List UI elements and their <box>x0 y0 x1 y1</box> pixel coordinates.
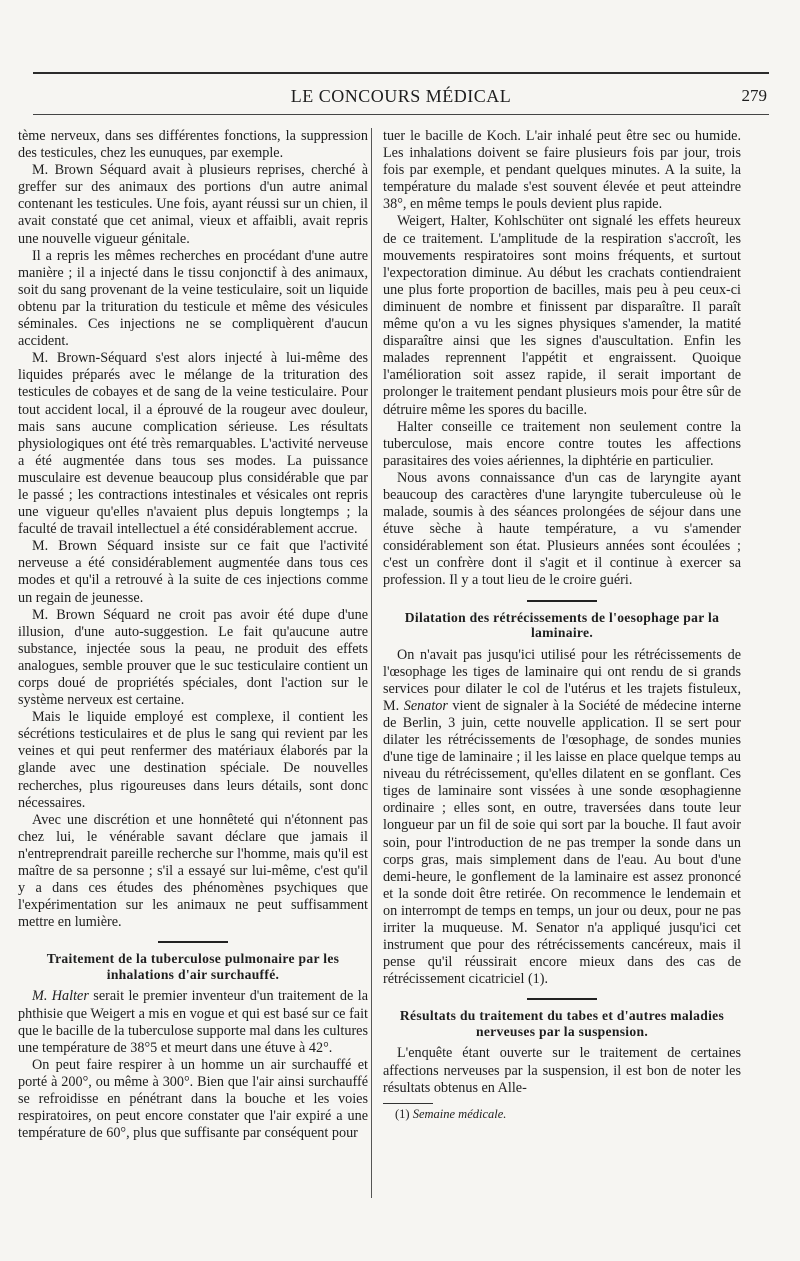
paragraph: Nous avons connaissance d'un cas de laryngite ayant beaucoup des caractères d'une laryngite tuberculeuse où le malade, soumis à des séances prolongées de séjour dans une étuve sèche à haute température, a vu s'amender considérablement son état. Plusieurs années sont écoulées ; c'est un confrère dont il s'agit et il continue à exercer sa profession. Il y a tout lieu de le croire guéri. <box>383 469 741 589</box>
header-rule <box>33 114 769 115</box>
paragraph <box>18 988 368 1056</box>
section-divider <box>527 998 597 1000</box>
footnote-rule <box>383 1103 433 1104</box>
paragraph-text: On n'avait pas jusqu'ici utilisé pour les rétrécissements de l'œsophage les tiges de laminaire qui ont rendu de si grands services pour dilater le col de l'utérus et les trajets fistuleux, M. <box>383 646 741 714</box>
paragraph: tuer le bacille de Koch. L'air inhalé peut être sec ou humide. Les inhalations doivent se faire plusieurs fois par jour, trois fois par exemple, et pendant quelques minutes. A la suite, la température du malade s'est souvent élevée et peut atteindre 38°, en même temps le pouls devient plus rapide. <box>383 128 741 213</box>
paragraph: Il a repris les mêmes recherches en procédant d'une autre manière ; il a injecté dans le tissu conjonctif à des animaux, soit du sang provenant de la veine testiculaire, soit un liquide obtenu par la trituration du testicule et même des vésicules séminales. Ces injections ne se compliquèrent d'aucun accident. <box>18 247 368 350</box>
paragraph: M. Brown Séquard avait à plusieurs reprises, cherché à greffer sur des animaux des portions d'un autre animal contenant les testicules. Une fois, ayant réussi sur un chien, il avait constaté que cet animal, vieux et affaibli, avait repris une nouvelle vigueur génitale. <box>18 162 368 247</box>
paragraph: M. Brown-Séquard s'est alors injecté à lui-même des liquides préparés avec le mélange de la trituration des testicules de cobayes et de sang de la veine testiculaire. Pour tout accident local, il a éprouvé de la rougeur avec douleur, mais sans aucune complication sérieuse. Les résultats physiologiques ont été très remarquables. L'activité nerveuse a été augmentée dans tous ses modes. La puissance musculaire est devenue beaucoup plus considérable que par le passé ; les contractions intestinales et vésicales ont repris une vigueur qu'elles n'avaient plus depuis longtemps ; la faculté de travail intellectuel a été considérablement accrue. <box>18 350 368 538</box>
section-title-laminaire: Dilatation des rétrécissements de l'oesophage par la laminaire. <box>404 609 720 641</box>
author-name: Senator <box>403 697 448 714</box>
paragraph: Mais le liquide employé est complexe, il contient les sécrétions testiculaires et de plus le sang qui revient par les veines et qui peut renfermer des matériaux élaborés par la glande avec une destination spéciale. De nouvelles recherches, plus rigoureuses dans leurs détails, sont donc nécessaires. <box>18 709 368 811</box>
paragraph: M. Brown Séquard insiste sur ce fait que l'activité nerveuse a été considérablement augmentée dans tous ces modes et qu'il a retrouvé à la suite de ces injections comme un regain de jeunesse. <box>18 538 368 606</box>
section-title-tuberculose: Traitement de la tuberculose pulmonaire par les inhalations d'air surchauffé. <box>46 951 340 982</box>
paragraph <box>383 647 741 989</box>
paragraph: Avec une discrétion et une honnêteté qui n'étonnent pas chez lui, le vénérable savant déclare que jamais il n'entreprendrait pareille recherche sur l'homme, mais qu'il est maître de sa personne ; s'il a essayé sur lui-même, c'est qu'il y a dans ces études des phénomènes psychiques que l'expérimentation sur les animaux ne peut suffisamment mettre en lumière. <box>18 811 368 931</box>
footnote-text: Semaine médicale. <box>412 1106 507 1121</box>
paragraph: L'enquête étant ouverte sur le traitement de certaines affections nerveuses par la suspension, il est bon de noter les résultats obtenus en Alle- <box>383 1045 741 1096</box>
top-rule <box>33 72 769 74</box>
page-number: 279 <box>741 86 767 105</box>
paragraph-text: serait le premier inventeur d'un traitement de la phthisie que Weigert a mis en vogue et qui est basé sur ce fait que le bacille de la tuberculose supporte mal dans les cultures une température de 38°5 et meurt dans une étuve à 42°. <box>18 988 368 1056</box>
journal-title: LE CONCOURS MÉDICAL <box>290 86 512 106</box>
section-title-tabes: Résultats du traitement du tabes et d'autres maladies nerveuses par la suspension. <box>399 1008 725 1039</box>
right-column <box>383 128 741 1122</box>
paragraph: Halter conseille ce traitement non seulement contre la tuberculose, mais encore contre toutes les affections parasitaires des voies aériennes, la diphtérie en particulier. <box>383 418 741 469</box>
section-divider <box>527 600 597 602</box>
author-name: M. Halter <box>32 988 89 1005</box>
footnote-number: (1) <box>395 1106 413 1121</box>
page-header <box>33 86 769 110</box>
footnote <box>383 1107 741 1122</box>
paragraph: Weigert, Halter, Kohlschüter ont signalé les effets heureux de ce traitement. L'amplitude de la respiration s'accroît, les mouvements respiratoires sont moins fréquents, et surtout l'expectoration diminue. Au début les crachats contiendraient une plus forte proportion de bacilles, mais peu à peu ceux-ci diminuent de nombre et finissent par disparaître. Il paraît même qu'on a vu les signes physiques s'amender, la matité disparaître ainsi que les signes d'auscultation. Enfin les malades reprennent l'appétit et engraissent. Quoique l'amélioration soit assez rapide, il serait important de prolonger le traitement pendant plusieurs mois pour être sûr de détruire même les spores du bacille. <box>383 213 741 418</box>
left-column <box>18 128 368 1142</box>
column-divider <box>371 128 372 1198</box>
paragraph: On peut faire respirer à un homme un air surchauffé et porté à 200°, ou même à 300°. Bien que l'air ainsi surchauffé se refroidisse en pénétrant dans la bouche et les voies respiratoires, on peut encore constater que l'air expiré a une température de 60°, plus que suffisante par conséquent pour <box>18 1056 368 1142</box>
paragraph-text: vient de signaler à la Société de médecine interne de Berlin, 3 juin, cette nouvelle application. Il se sert pour dilater les rétrécissements de l'œsophage, de sondes munies d'une tige de laminaire ; il les laisse en place quelque temps au niveau du rétrécissement, qu'elles dilatent en se gonflant. Ces tiges de laminaire sont vissées à une sonde œsophagienne ordinaire ; elles sont, en outre, traversées dans toute leur longueur par un fil de soie qui sort par la bouche. Il faut avoir soin, pour l'introduction de ne pas tremper la sonde dans un corps gras, mais simplement dans de l'eau. Au bout d'une demi-heure, le gonflement de la laminaire est assez prononcé et la sonde doit être retirée. On recommence le lendemain et on interrompt de temps en temps, un jour ou deux, pour ne pas irriter la muqueuse. M. Senator n'a appliqué jusqu'ici cet instrument que pour des rétrécissements cancéreux, mais il pense qu'il réussirait encore mieux dans des cas de rétrécissement cicatriciel (1). <box>383 697 741 988</box>
paragraph: M. Brown Séquard ne croit pas avoir été dupe d'une illusion, d'une auto-suggestion. Le fait qu'aucune autre substance, injectée sous la peau, ne produit des effets analogues, semble prouver que le suc testiculaire contient un corps doué de propriétés spéciales, dont l'action sur le système nerveux est certaine. <box>18 606 368 709</box>
paragraph: tème nerveux, dans ses différentes fonctions, la suppression des testicules, chez les eunuques, par exemple. <box>18 128 368 162</box>
section-divider <box>158 941 228 943</box>
